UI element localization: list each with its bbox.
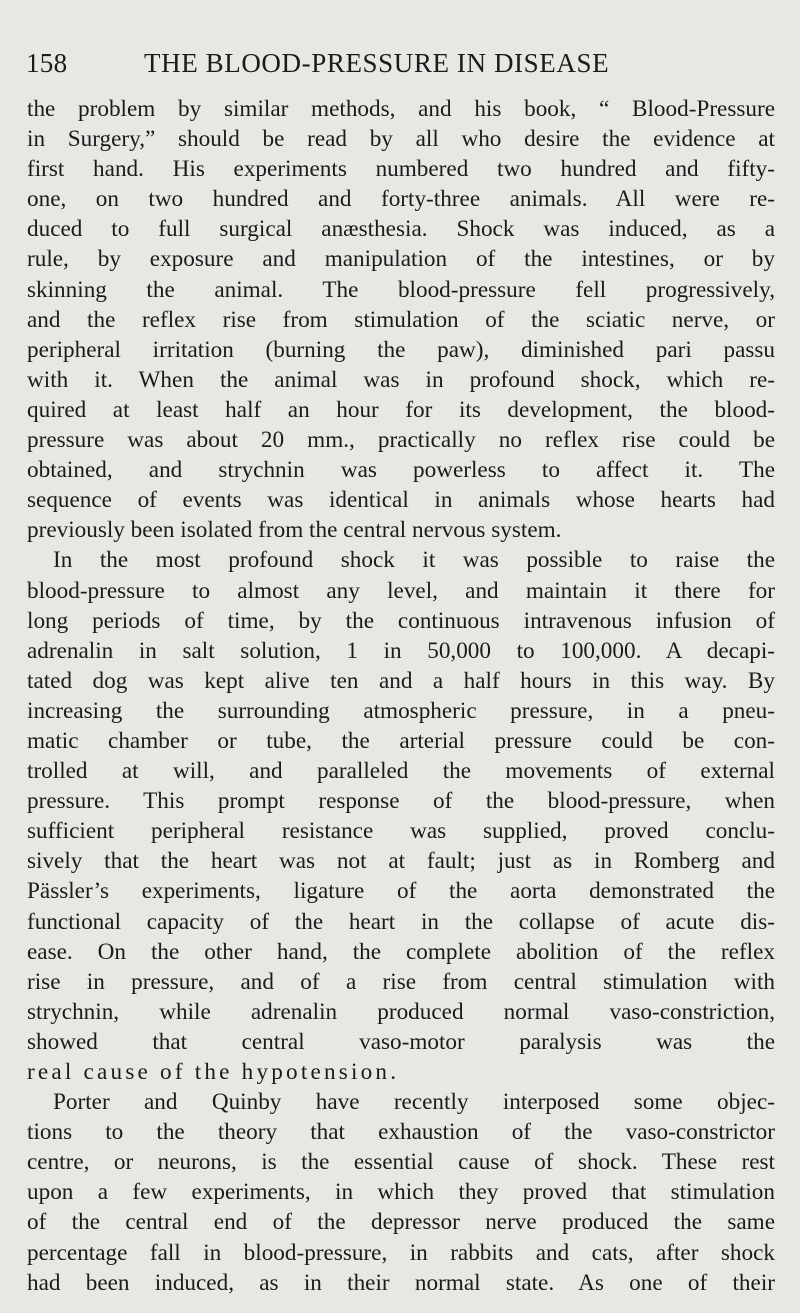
text-line: skinning the animal. The blood-pressure fell progressively, <box>27 276 775 303</box>
text-line: first hand. His experiments numbered two hundred and fifty- <box>27 156 775 183</box>
text-line: had been induced, as in their normal state. As one of their <box>27 1269 775 1296</box>
text-line: peripheral irritation (burning the paw), diminished pari passu <box>27 336 775 363</box>
page-number: 158 <box>26 48 68 78</box>
text-line: In the most profound shock it was possible to raise the <box>53 547 775 574</box>
text-line: quired at least half an hour for its development, the blood- <box>27 396 775 423</box>
text-line: and the reflex rise from stimulation of the sciatic nerve, or <box>27 306 775 333</box>
text-line: ease. On the other hand, the complete abolition of the reflex <box>27 938 775 965</box>
text-line: real cause of the hypotension. <box>27 1059 400 1085</box>
text-line: strychnin, while adrenalin produced normal vaso-constriction, <box>27 998 775 1025</box>
text-line: sively that the heart was not at fault; just as in Romberg and <box>27 848 775 875</box>
text-line: blood-pressure to almost any level, and maintain it there for <box>27 577 775 604</box>
text-line: one, on two hundred and forty-three animals. All were re- <box>27 186 775 213</box>
text-line: pressure. This prompt response of the blood-pressure, when <box>27 788 775 815</box>
text-line: rise in pressure, and of a rise from central stimulation with <box>27 968 775 995</box>
text-line: with it. When the animal was in profound shock, which re- <box>27 366 775 393</box>
text-line: duced to full surgical anæsthesia. Shock was induced, as a <box>27 216 775 243</box>
body-text <box>27 94 775 1298</box>
text-line: obtained, and strychnin was powerless to affect it. The <box>27 457 775 484</box>
text-line: long periods of time, by the continuous intravenous infusion of <box>27 607 775 634</box>
text-line: upon a few experiments, in which they proved that stimulation <box>27 1179 775 1206</box>
text-line: percentage fall in blood-pressure, in rabbits and cats, after shock <box>27 1239 775 1266</box>
text-line: the problem by similar methods, and his book, “ Blood-Pressure <box>27 96 775 122</box>
text-line: Porter and Quinby have recently interposed some objec- <box>53 1089 775 1116</box>
text-line: increasing the surrounding atmospheric pressure, in a pneu- <box>27 697 775 724</box>
text-line: Pässler’s experiments, ligature of the aorta demonstrated the <box>27 878 775 905</box>
text-line: functional capacity of the heart in the collapse of acute dis- <box>27 908 775 935</box>
text-line: sufficient peripheral resistance was supplied, proved conclu- <box>27 818 775 845</box>
text-line: centre, or neurons, is the essential cause of shock. These rest <box>27 1149 775 1176</box>
text-line: tated dog was kept alive ten and a half hours in this way. By <box>27 667 775 694</box>
text-line: of the central end of the depressor nerve produced the same <box>27 1209 775 1236</box>
text-line: sequence of events was identical in animals whose hearts had <box>27 487 775 514</box>
text-line: in Surgery,” should be read by all who desire the evidence at <box>27 126 775 153</box>
text-line: trolled at will, and paralleled the movements of external <box>27 758 775 785</box>
text-line: tions to the theory that exhaustion of the vaso-constrictor <box>27 1119 775 1146</box>
text-line: showed that central vaso-motor paralysis was the <box>27 1028 775 1055</box>
text-line: matic chamber or tube, the arterial pressure could be con- <box>27 727 775 754</box>
text-line: adrenalin in salt solution, 1 in 50,000 to 100,000. A decapi- <box>27 637 775 664</box>
page-header <box>26 48 770 88</box>
running-title: THE BLOOD-PRESSURE IN DISEASE <box>144 48 610 78</box>
text-line: previously been isolated from the central nervous system. <box>27 517 562 544</box>
text-line: rule, by exposure and manipulation of the intestines, or by <box>27 246 775 273</box>
text-line: pressure was about 20 mm., practically no reflex rise could be <box>27 427 775 454</box>
